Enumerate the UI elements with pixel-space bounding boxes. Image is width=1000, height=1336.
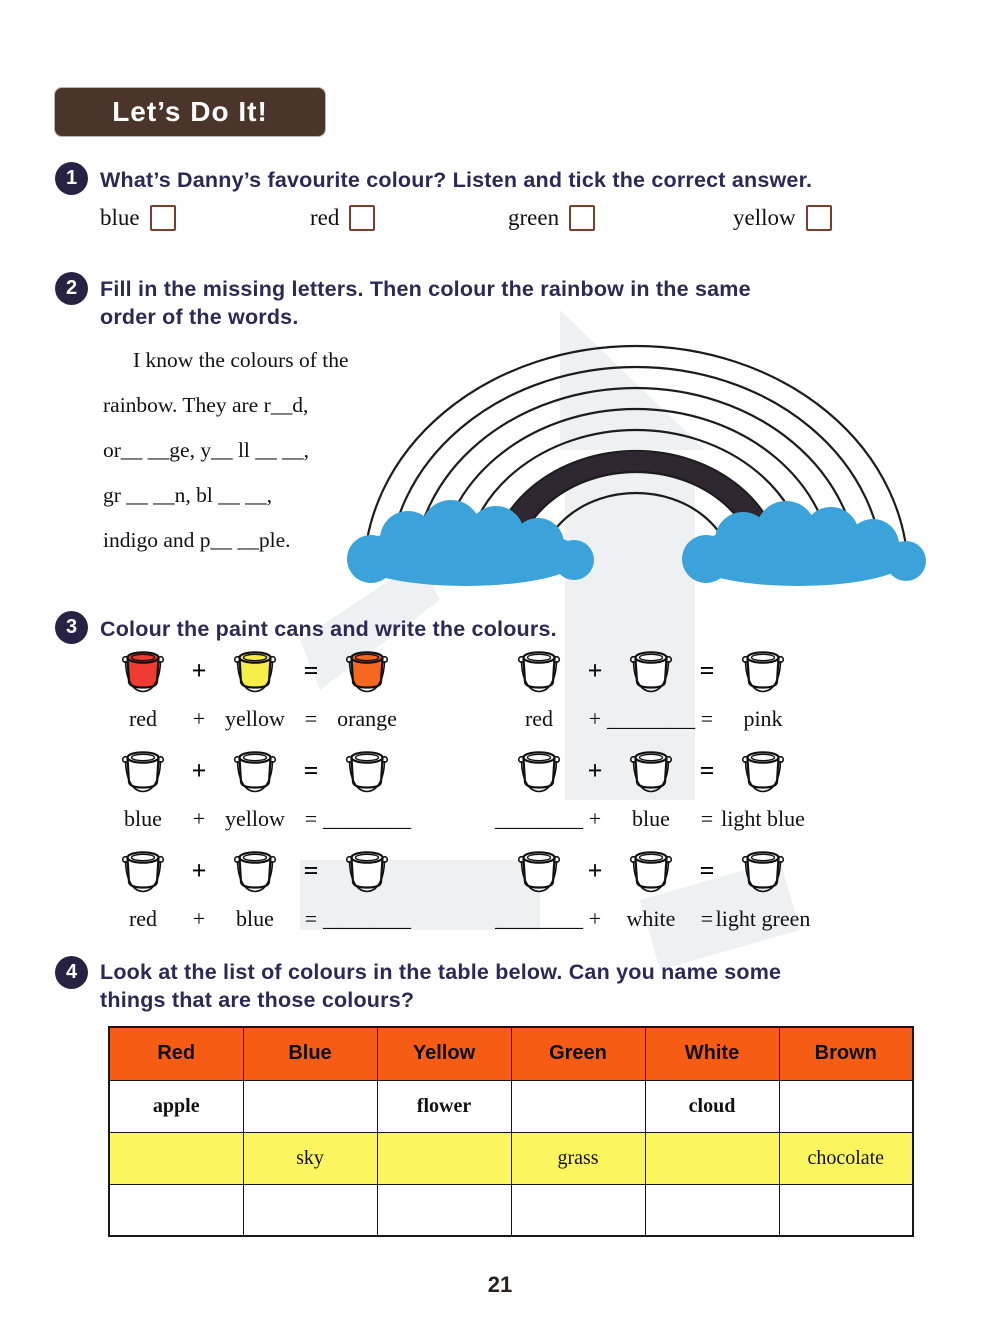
mix-operator: + (588, 706, 602, 731)
empty-answer-cell[interactable] (243, 1184, 377, 1236)
answer-option-label: yellow (733, 205, 796, 230)
paint-cans-row (508, 645, 808, 697)
rainbow-illustration (346, 334, 926, 644)
paint-can-icon[interactable] (738, 647, 788, 695)
tick-checkbox[interactable] (349, 205, 375, 231)
empty-answer-cell[interactable] (511, 1184, 645, 1236)
mix-operator: = (700, 706, 714, 731)
paint-mix-equation (112, 845, 412, 932)
empty-answer-cell[interactable] (645, 1132, 779, 1184)
empty-answer-cell[interactable] (377, 1184, 511, 1236)
equals-sign: = (303, 756, 319, 785)
plus-sign: + (191, 656, 207, 685)
colours-table (108, 1026, 914, 1237)
paint-mix-equation (112, 645, 412, 732)
question-1-number: 1 (55, 162, 88, 195)
paint-mix-equations (112, 645, 922, 932)
equals-sign: = (303, 856, 319, 885)
paint-can-icon[interactable] (626, 747, 676, 795)
paint-can-icon[interactable] (118, 847, 168, 895)
lesson-header-title: Let’s Do It! (112, 96, 268, 127)
question-4-number: 4 (55, 956, 88, 989)
mix-words-row (495, 906, 811, 932)
answer-blank[interactable]: ________ (607, 706, 695, 731)
paint-can-icon[interactable] (626, 847, 676, 895)
empty-answer-cell[interactable] (779, 1184, 913, 1236)
colour-column-header: White (645, 1027, 779, 1080)
plus-sign: + (587, 756, 603, 785)
paint-can-icon[interactable] (738, 747, 788, 795)
rainbow-text-line[interactable]: rainbow. They are r__d, (103, 393, 309, 417)
answer-blank[interactable]: ________ (495, 806, 583, 831)
plus-sign: + (191, 856, 207, 885)
rainbow-text-line: I know the colours of the (133, 348, 349, 372)
mix-word: pink (743, 706, 783, 731)
paint-cans-row (112, 645, 412, 697)
equals-sign: = (699, 756, 715, 785)
empty-answer-cell[interactable] (109, 1184, 243, 1236)
paint-can-icon[interactable] (230, 747, 280, 795)
empty-answer-cell[interactable] (109, 1132, 243, 1184)
empty-answer-cell[interactable] (779, 1080, 913, 1132)
plus-sign: + (587, 856, 603, 885)
paint-can-icon[interactable] (342, 847, 392, 895)
question-4-prompt (100, 958, 980, 1014)
mix-word: white (626, 906, 676, 931)
question-1-prompt: What’s Danny’s favourite colour? Listen and tick the correct answer. (100, 168, 813, 192)
paint-mix-equation (495, 745, 808, 832)
mix-operator: = (700, 806, 714, 831)
mix-words-row (112, 706, 412, 732)
page-number: 21 (487, 1272, 513, 1297)
mix-words-row (495, 806, 808, 832)
paint-can-icon[interactable] (342, 747, 392, 795)
mix-words-row (508, 706, 808, 732)
mix-operator: + (588, 906, 602, 931)
mix-words-row (112, 906, 412, 932)
equals-sign: = (303, 656, 319, 685)
cloud-right (682, 501, 926, 586)
question-2-prompt-line1: Fill in the missing letters. Then colour the rainbow in the same (100, 277, 751, 301)
colour-example-cell: apple (109, 1080, 243, 1132)
paint-mix-equation (495, 845, 811, 932)
mix-operator: = (304, 906, 318, 931)
answer-blank[interactable]: ________ (323, 806, 411, 831)
rainbow-text-line[interactable]: indigo and p__ __ple. (103, 528, 291, 552)
rainbow-text-line[interactable]: or__ __ge, y__ ll __ __, (103, 438, 310, 462)
paint-mix-equation (508, 645, 808, 732)
rainbow-fill-in-text (103, 338, 413, 563)
answer-option-label: red (310, 205, 340, 230)
lesson-header (55, 88, 325, 136)
mix-operator: + (588, 806, 602, 831)
mix-word: light green (715, 906, 811, 931)
question-4-prompt-line2: things that are those colours? (100, 988, 415, 1012)
paint-can-icon[interactable] (514, 647, 564, 695)
paint-can-icon[interactable] (514, 747, 564, 795)
mix-word: blue (236, 906, 274, 931)
rainbow-text-line[interactable]: gr __ __n, bl __ __, (103, 483, 273, 507)
paint-cans-row (508, 745, 808, 797)
equals-sign: = (699, 656, 715, 685)
mix-word: light blue (721, 806, 805, 831)
mix-operator: = (700, 906, 714, 931)
colour-example-cell: chocolate (779, 1132, 913, 1184)
answer-option (100, 205, 176, 231)
empty-answer-cell[interactable] (511, 1080, 645, 1132)
colour-column-header: Red (109, 1027, 243, 1080)
paint-can-icon[interactable] (118, 647, 168, 695)
tick-checkbox[interactable] (150, 205, 176, 231)
mix-word: red (524, 706, 554, 731)
paint-can-icon[interactable] (514, 847, 564, 895)
colour-example-cell: flower (377, 1080, 511, 1132)
mix-operator: + (192, 806, 206, 831)
question-2-number: 2 (55, 272, 88, 305)
tick-checkbox[interactable] (569, 205, 595, 231)
paint-can-icon[interactable] (342, 647, 392, 695)
paint-can-icon[interactable] (230, 847, 280, 895)
paint-can-icon[interactable] (118, 747, 168, 795)
paint-can-icon[interactable] (626, 647, 676, 695)
mix-words-row (112, 806, 412, 832)
question-4-prompt-line1: Look at the list of colours in the table below. Can you name some (100, 960, 782, 984)
paint-can-icon[interactable] (230, 647, 280, 695)
answer-option (508, 205, 595, 231)
mix-word: red (128, 906, 158, 931)
mix-word: blue (632, 806, 670, 831)
question-1-options (0, 205, 1000, 245)
paint-mix-equation (112, 745, 412, 832)
question-3-prompt: Colour the paint cans and write the colours. (100, 617, 557, 641)
mix-word: yellow (225, 806, 285, 831)
mix-operator: = (304, 706, 318, 731)
colour-column-header: Green (511, 1027, 645, 1080)
mix-word: blue (124, 806, 162, 831)
answer-blank[interactable]: ________ (495, 906, 583, 931)
tick-checkbox[interactable] (806, 205, 832, 231)
answer-blank[interactable]: ________ (323, 906, 411, 931)
mix-word: yellow (225, 706, 285, 731)
paint-cans-row (112, 845, 412, 897)
colour-example-cell: cloud (645, 1080, 779, 1132)
colour-column-header: Brown (779, 1027, 913, 1080)
mix-operator: + (192, 906, 206, 931)
question-2-prompt-line2: order of the words. (100, 305, 299, 329)
empty-answer-cell[interactable] (645, 1184, 779, 1236)
mix-operator: + (192, 706, 206, 731)
paint-can-icon[interactable] (738, 847, 788, 895)
answer-option (733, 205, 832, 231)
question-3-number: 3 (55, 611, 88, 644)
plus-sign: + (191, 756, 207, 785)
answer-option-label: green (508, 205, 560, 230)
colour-column-header: Yellow (377, 1027, 511, 1080)
mix-word: red (128, 706, 158, 731)
answer-option (310, 205, 375, 231)
colour-example-cell: sky (243, 1132, 377, 1184)
colour-example-cell: grass (511, 1132, 645, 1184)
paint-cans-row (508, 845, 808, 897)
question-2-prompt (100, 275, 980, 331)
empty-answer-cell[interactable] (243, 1080, 377, 1132)
paint-cans-row (112, 745, 412, 797)
colour-column-header: Blue (243, 1027, 377, 1080)
mix-word: orange (337, 706, 397, 731)
answer-option-label: blue (100, 205, 140, 230)
plus-sign: + (587, 656, 603, 685)
equals-sign: = (699, 856, 715, 885)
empty-answer-cell[interactable] (377, 1132, 511, 1184)
mix-operator: = (304, 806, 318, 831)
